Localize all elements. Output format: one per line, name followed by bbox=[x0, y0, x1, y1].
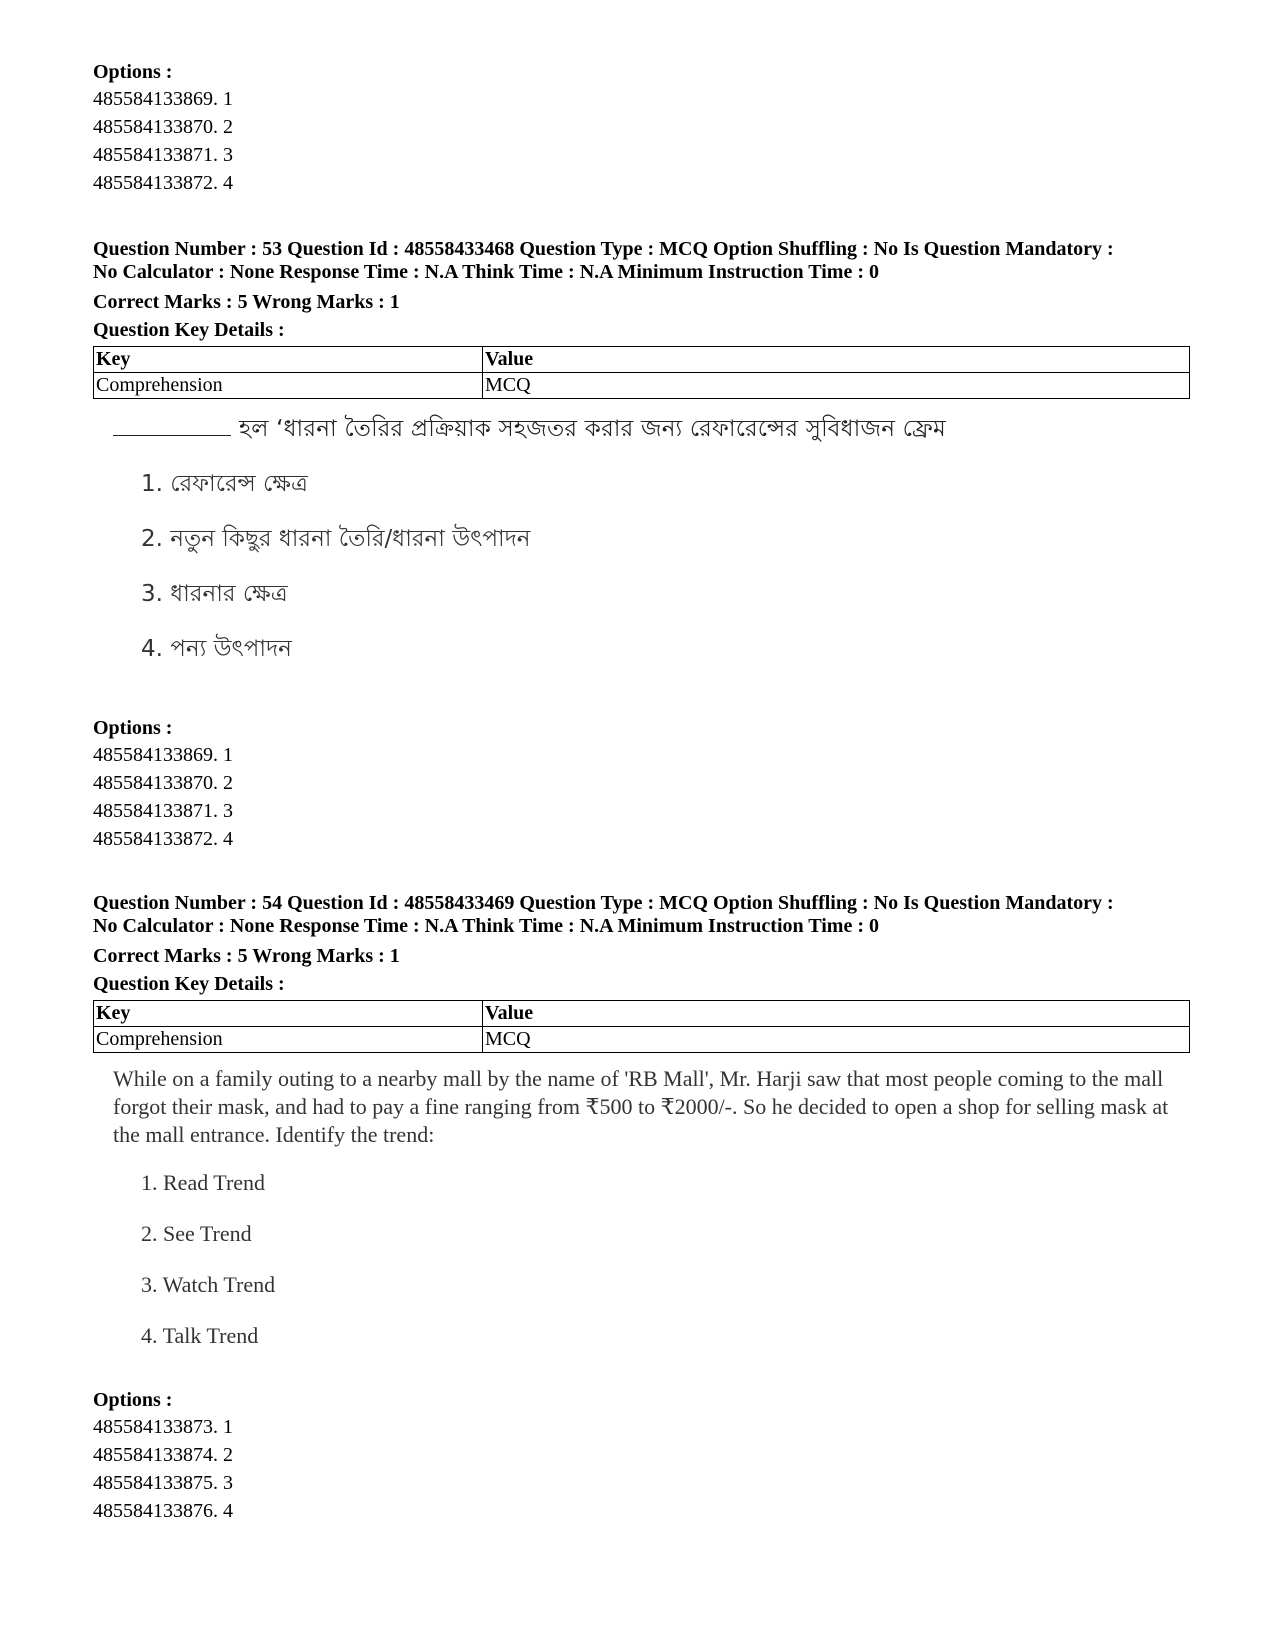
option-line: 485584133876. 4 bbox=[93, 1500, 233, 1522]
options-block bbox=[93, 1387, 1193, 1526]
question-content-image bbox=[93, 415, 1193, 715]
question-marks: Correct Marks : 5 Wrong Marks : 1 bbox=[93, 945, 400, 967]
question-stem bbox=[113, 415, 946, 443]
choice-item: 3. ধারনার ক্ষেত্র bbox=[141, 581, 288, 607]
option-line: 485584133870. 2 bbox=[93, 772, 233, 794]
answer-blank bbox=[113, 415, 231, 436]
question-marks: Correct Marks : 5 Wrong Marks : 1 bbox=[93, 291, 400, 313]
choice-item: 1. Read Trend bbox=[141, 1170, 266, 1195]
table-header-value: Value bbox=[483, 1001, 1190, 1027]
table-header-row bbox=[94, 1001, 1190, 1027]
option-line: 485584133871. 3 bbox=[93, 800, 233, 822]
top-options-block bbox=[93, 59, 1193, 198]
option-line: 485584133869. 1 bbox=[93, 744, 233, 766]
choice-item: 2. নতুন কিছুর ধারনা তৈরি/ধারনা উৎপাদন bbox=[141, 526, 531, 552]
question-key-table bbox=[93, 346, 1190, 399]
table-header-key: Key bbox=[94, 347, 483, 373]
option-line: 485584133873. 1 bbox=[93, 1416, 233, 1438]
question-stem-text: হল ‘ধারনা তৈরির প্রক্রিয়াক সহজতর করার জন্য রেফারেন্সের সুবিধাজন ফ্রেম bbox=[239, 416, 946, 442]
options-block bbox=[93, 715, 1193, 854]
choice-item: 2. See Trend bbox=[141, 1221, 252, 1246]
question-content-image bbox=[93, 1065, 1193, 1387]
question-key-details-title: Question Key Details : bbox=[93, 973, 285, 995]
choice-item: 1. রেফারেন্স ক্ষেত্র bbox=[141, 471, 308, 497]
choice-item: 3. Watch Trend bbox=[141, 1272, 276, 1297]
table-cell-key: Comprehension bbox=[94, 373, 483, 399]
option-line: 485584133875. 3 bbox=[93, 1472, 233, 1494]
options-title: Options : bbox=[93, 717, 173, 739]
table-cell-value: MCQ bbox=[483, 373, 1190, 399]
table-row bbox=[94, 1027, 1190, 1053]
option-line: 485584133874. 2 bbox=[93, 1444, 233, 1466]
table-header-key: Key bbox=[94, 1001, 483, 1027]
question-53-block bbox=[93, 238, 1193, 854]
option-line: 485584133872. 4 bbox=[93, 828, 233, 850]
options-title: Options : bbox=[93, 61, 173, 83]
question-header bbox=[93, 892, 1193, 938]
table-header-row bbox=[94, 347, 1190, 373]
question-header-line1: Question Number : 54 Question Id : 48558433469 Question Type : MCQ Option Shuffling : No Is Question Mandatory : bbox=[93, 892, 1114, 914]
option-line: 485584133872. 4 bbox=[93, 172, 233, 194]
question-header-line1: Question Number : 53 Question Id : 48558433468 Question Type : MCQ Option Shuffling : No Is Question Mandatory : bbox=[93, 238, 1114, 260]
question-key-details-title: Question Key Details : bbox=[93, 319, 285, 341]
document-page bbox=[93, 59, 1193, 1526]
option-line: 485584133871. 3 bbox=[93, 144, 233, 166]
choice-item: 4. Talk Trend bbox=[141, 1323, 259, 1348]
question-key-table bbox=[93, 1000, 1190, 1053]
question-header bbox=[93, 238, 1193, 284]
choice-item: 4. পন্য উৎপাদন bbox=[141, 636, 292, 662]
table-row bbox=[94, 373, 1190, 399]
option-line: 485584133870. 2 bbox=[93, 116, 233, 138]
question-54-block bbox=[93, 892, 1193, 1526]
question-stem-text: While on a family outing to a nearby mall by the name of 'RB Mall', Mr. Harji saw that most people coming to the mall forgot their mask, and had to pay a fine ranging from ₹500 to ₹2000/-. So he decided to open a shop for selling mask at the mall entrance. Identify the trend: bbox=[113, 1066, 1169, 1147]
question-header-line2: No Calculator : None Response Time : N.A Think Time : N.A Minimum Instruction Time : 0 bbox=[93, 915, 879, 937]
table-cell-key: Comprehension bbox=[94, 1027, 483, 1053]
options-title: Options : bbox=[93, 1389, 173, 1411]
question-header-line2: No Calculator : None Response Time : N.A Think Time : N.A Minimum Instruction Time : 0 bbox=[93, 261, 879, 283]
table-header-value: Value bbox=[483, 347, 1190, 373]
table-cell-value: MCQ bbox=[483, 1027, 1190, 1053]
option-line: 485584133869. 1 bbox=[93, 88, 233, 110]
